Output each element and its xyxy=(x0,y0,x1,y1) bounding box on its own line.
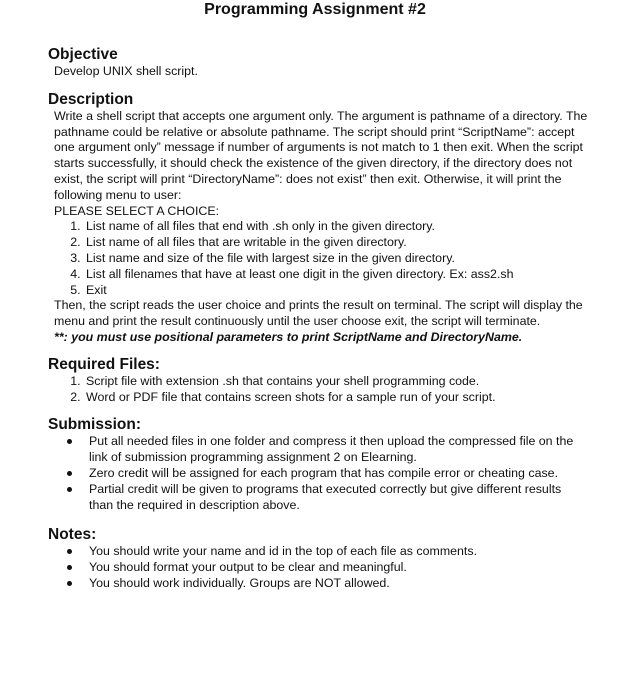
submission-heading: Submission: xyxy=(48,416,142,434)
submission-section xyxy=(48,416,588,513)
description-heading: Description xyxy=(48,90,134,108)
after-menu-text: Then, the script reads the user choice and prints the result on terminal. The script will display the menu and print the result continuously until the user choose exit, the script will terminate. xyxy=(54,298,583,329)
menu-choice: 3. List name and size of the file with largest size in the given directory. xyxy=(84,251,588,267)
required-files-section xyxy=(48,356,588,406)
bullet-icon xyxy=(67,581,72,586)
objective-text: Develop UNIX shell script. xyxy=(54,64,198,78)
required-files-list xyxy=(48,374,588,406)
submission-item-text: Zero credit will be assigned for each program that has compile error or cheating case. xyxy=(89,465,559,480)
note-item xyxy=(86,560,588,576)
notes-list xyxy=(48,544,588,591)
objective-section xyxy=(48,46,588,80)
document-content xyxy=(48,46,588,592)
submission-item xyxy=(86,482,588,514)
menu-choice: 2. List name of all files that are writable in the given directory. xyxy=(84,235,588,251)
description-paragraph: Write a shell script that accepts one argument only. The argument is pathname of a directory. The pathname could be relative or absolute pathname. The script should print “ScriptName”: accept one argument only” message if number of arguments is not match to 1 then exit. When the script starts successfully, it should check the existence of the given directory, if the directory does not exist, the script will print “DirectoryName”: does not exist” then exit. Otherwise, it will print the following menu to user: xyxy=(54,108,588,202)
menu-choice: 1. List name of all files that end with .sh only in the given directory. xyxy=(84,219,588,235)
note-item-text: You should write your name and id in the top of each file as comments. xyxy=(89,544,478,559)
note-item xyxy=(86,544,588,560)
note-item xyxy=(86,576,588,592)
positional-parameters-note: **: you must use positional parameters to print ScriptName and DirectoryName. xyxy=(54,329,523,344)
submission-item-text: Put all needed files in one folder and compress it then upload the compressed file on the link of submission programming assignment 2 on Elearning. xyxy=(89,434,574,465)
bullet-icon xyxy=(67,471,72,476)
menu-choice: 4. List all filenames that have at least one digit in the given directory. Ex: ass2.sh xyxy=(84,267,588,283)
submission-list xyxy=(48,434,588,513)
submission-item xyxy=(86,434,588,466)
bullet-icon xyxy=(67,487,72,492)
page-title: Programming Assignment #2 xyxy=(204,1,426,18)
objective-heading: Objective xyxy=(48,46,118,63)
menu-choice: 5. Exit xyxy=(84,283,588,299)
submission-item-text: Partial credit will be given to programs that executed correctly but give different results than the required in description above. xyxy=(89,481,562,512)
bullet-icon xyxy=(67,549,72,554)
menu-choices-list xyxy=(48,219,588,298)
bullet-icon xyxy=(67,565,72,570)
note-item-text: You should format your output to be clear and meaningful. xyxy=(89,560,407,575)
required-files-heading: Required Files: xyxy=(48,355,160,373)
submission-item xyxy=(86,466,588,482)
bullet-icon xyxy=(67,439,72,444)
description-section xyxy=(48,91,588,346)
notes-heading: Notes: xyxy=(48,526,97,544)
required-file-item: 1. Script file with extension .sh that contains your shell programming code. xyxy=(84,374,588,390)
note-item-text: You should work individually. Groups are NOT allowed. xyxy=(89,575,390,590)
menu-prompt: PLEASE SELECT A CHOICE: xyxy=(54,203,220,218)
required-file-item: 2. Word or PDF file that contains screen shots for a sample run of your script. xyxy=(84,390,588,406)
notes-section xyxy=(48,526,588,591)
